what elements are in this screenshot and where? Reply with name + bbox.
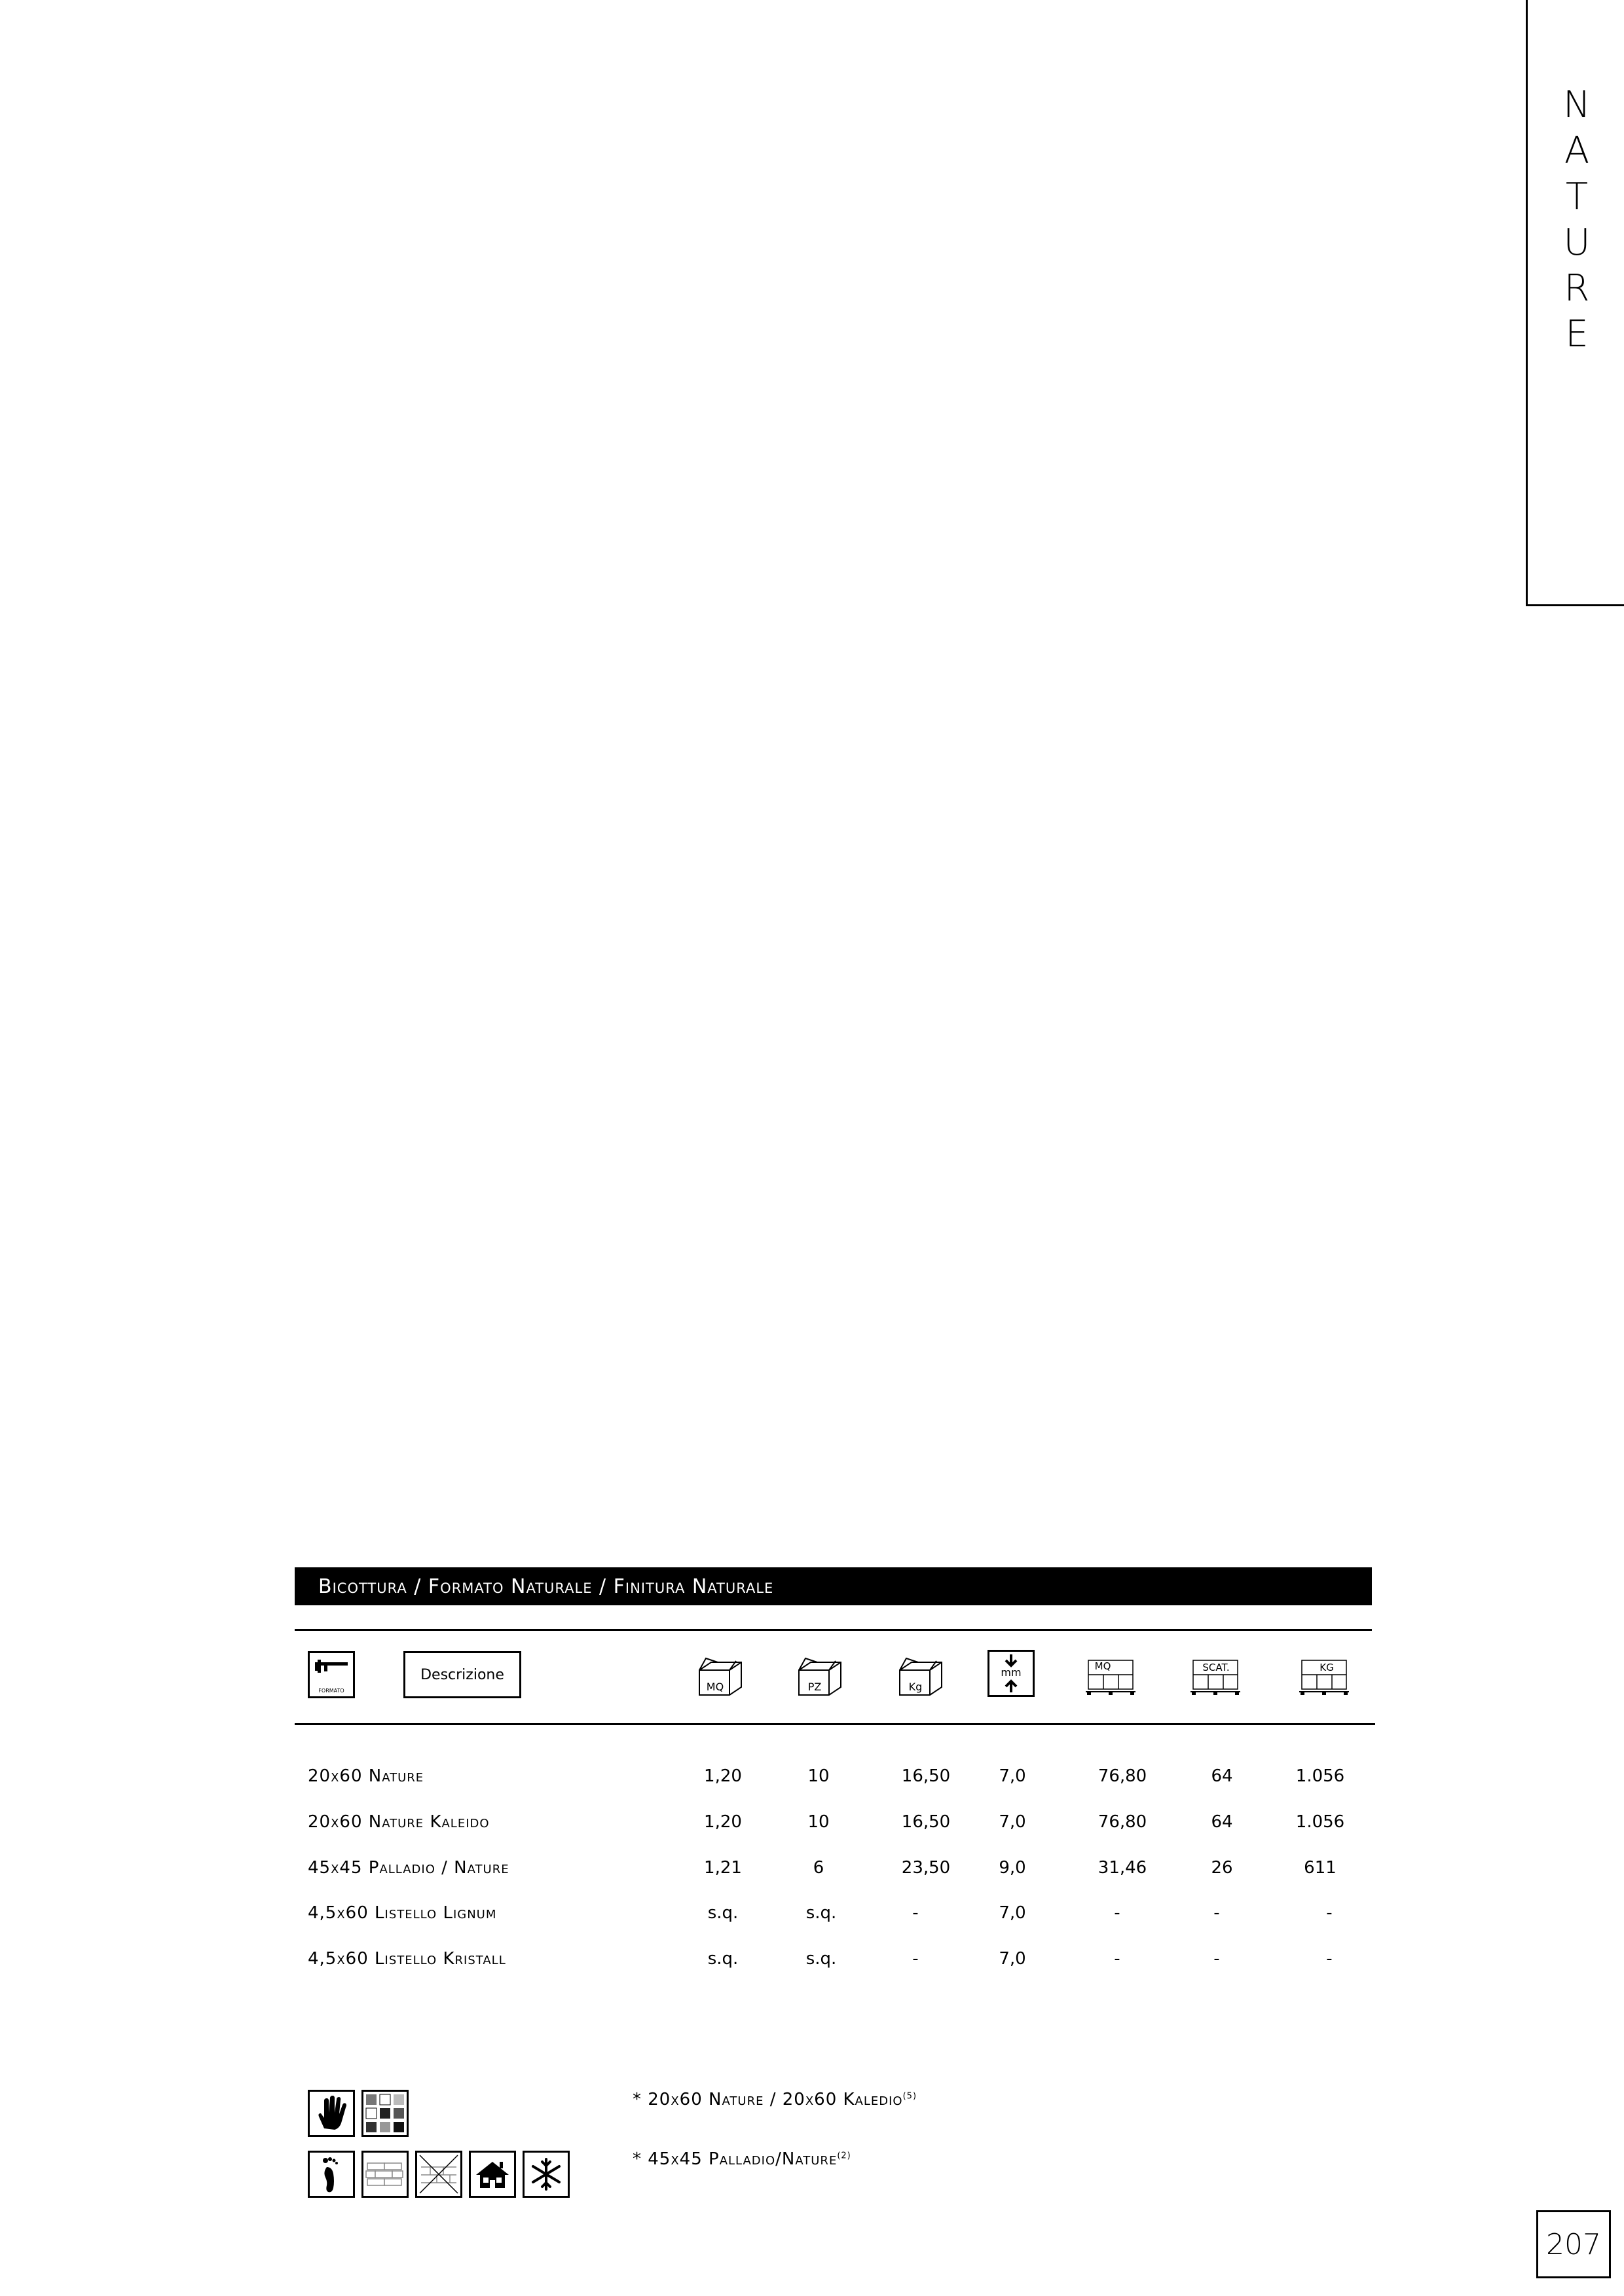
pallet-scat-icon	[1190, 1658, 1240, 1700]
wall-icon	[361, 2151, 409, 2198]
snowflake-icon	[523, 2151, 570, 2198]
header-bottom-rule	[295, 1723, 1375, 1725]
box-kg-icon	[896, 1654, 948, 1700]
row-kg: -	[912, 1903, 919, 1923]
table-row	[0, 1812, 1624, 1838]
row-pallet-scat: 26	[1211, 1858, 1233, 1878]
row-pallet-kg: -	[1326, 1903, 1333, 1923]
row-mm: 7,0	[999, 1766, 1026, 1786]
house-icon	[469, 2151, 516, 2198]
page-number: 207	[1546, 2227, 1601, 2261]
row-mq: 1,21	[704, 1858, 742, 1878]
pallet-scat-label: SCAT.	[1202, 1662, 1230, 1673]
row-mq: s.q.	[707, 1903, 739, 1923]
row-pallet-scat: -	[1213, 1903, 1220, 1923]
row-mq: s.q.	[707, 1949, 739, 1969]
row-pallet-mq: 76,80	[1098, 1766, 1147, 1786]
footnote	[633, 2090, 917, 2109]
footprint-icon	[308, 2151, 355, 2198]
side-letter: E	[1565, 313, 1589, 355]
section-title-bar	[295, 1567, 1372, 1605]
footnote-text: * 20x60 Nature / 20x60 Kaledio	[633, 2090, 903, 2109]
row-description: 4,5x60 Listello Kristall	[308, 1949, 506, 1969]
side-letter: T	[1565, 175, 1589, 218]
row-mm: 7,0	[999, 1812, 1026, 1832]
pallet-kg-icon	[1299, 1658, 1349, 1700]
box-pz-icon	[795, 1654, 847, 1700]
row-mm: 7,0	[999, 1903, 1026, 1923]
pallet-mq-icon	[1086, 1658, 1135, 1700]
pallet-kg-label: KG	[1320, 1662, 1334, 1673]
shade-variation-icon	[361, 2090, 409, 2137]
row-mq: 1,20	[704, 1766, 742, 1786]
row-pz: 10	[807, 1812, 830, 1832]
box-kg-label: Kg	[908, 1681, 923, 1693]
row-pallet-scat: -	[1213, 1949, 1220, 1969]
row-pallet-mq: 31,46	[1098, 1858, 1147, 1878]
row-kg: 23,50	[901, 1858, 951, 1878]
row-pallet-scat: 64	[1211, 1766, 1233, 1786]
row-kg: 16,50	[901, 1766, 951, 1786]
side-tab	[1526, 0, 1624, 606]
row-kg: -	[912, 1949, 919, 1969]
row-pallet-kg: 1.056	[1295, 1766, 1345, 1786]
row-description: 20x60 Nature Kaleido	[308, 1812, 490, 1832]
thickness-arrows-icon	[987, 1650, 1035, 1697]
row-pallet-mq: -	[1114, 1903, 1120, 1923]
page-number-box	[1536, 2210, 1611, 2278]
row-mm: 9,0	[999, 1858, 1026, 1878]
no-floor-icon	[415, 2151, 462, 2198]
row-pz: 10	[807, 1766, 830, 1786]
row-pallet-scat: 64	[1211, 1812, 1233, 1832]
row-pz: s.q.	[805, 1949, 837, 1969]
side-letter: R	[1564, 267, 1590, 310]
hand-icon	[308, 2090, 355, 2137]
row-pallet-kg: -	[1326, 1949, 1333, 1969]
footnote	[633, 2149, 851, 2169]
row-kg: 16,50	[901, 1812, 951, 1832]
side-letter: A	[1564, 130, 1590, 172]
footnote-ref: (2)	[837, 2151, 851, 2161]
box-mq-icon	[695, 1654, 748, 1700]
footnote-ref: (5)	[902, 2091, 917, 2102]
row-mm: 7,0	[999, 1949, 1026, 1969]
descrizione-header	[403, 1651, 521, 1698]
row-pallet-kg: 1.056	[1295, 1812, 1345, 1832]
caliper-icon	[308, 1651, 355, 1698]
row-description: 45x45 Palladio / Nature	[308, 1858, 509, 1878]
side-letter: U	[1563, 221, 1591, 264]
row-description: 4,5x60 Listello Lignum	[308, 1903, 497, 1923]
formato-label: FORMATO	[318, 1688, 344, 1694]
box-pz-label: PZ	[807, 1681, 822, 1693]
row-pallet-kg: 611	[1304, 1858, 1337, 1878]
table-row	[0, 1949, 1624, 1975]
footnote-text: * 45x45 Palladio/Nature	[633, 2149, 838, 2169]
table-row	[0, 1858, 1624, 1884]
section-title: Bicottura / Formato Naturale / Finitura Naturale	[318, 1575, 774, 1598]
header-top-rule	[295, 1629, 1372, 1631]
table-row	[0, 1766, 1624, 1793]
descrizione-label: Descrizione	[420, 1666, 504, 1683]
side-letter: N	[1563, 84, 1591, 126]
row-pallet-mq: 76,80	[1098, 1812, 1147, 1832]
row-pallet-mq: -	[1114, 1949, 1120, 1969]
row-mq: 1,20	[704, 1812, 742, 1832]
row-pz: s.q.	[805, 1903, 837, 1923]
pallet-mq-label: MQ	[1094, 1660, 1111, 1672]
box-mq-label: MQ	[706, 1681, 724, 1693]
row-pz: 6	[813, 1858, 824, 1878]
thickness-label: mm	[1001, 1666, 1022, 1679]
row-description: 20x60 Nature	[308, 1766, 424, 1786]
table-row	[0, 1903, 1624, 1929]
